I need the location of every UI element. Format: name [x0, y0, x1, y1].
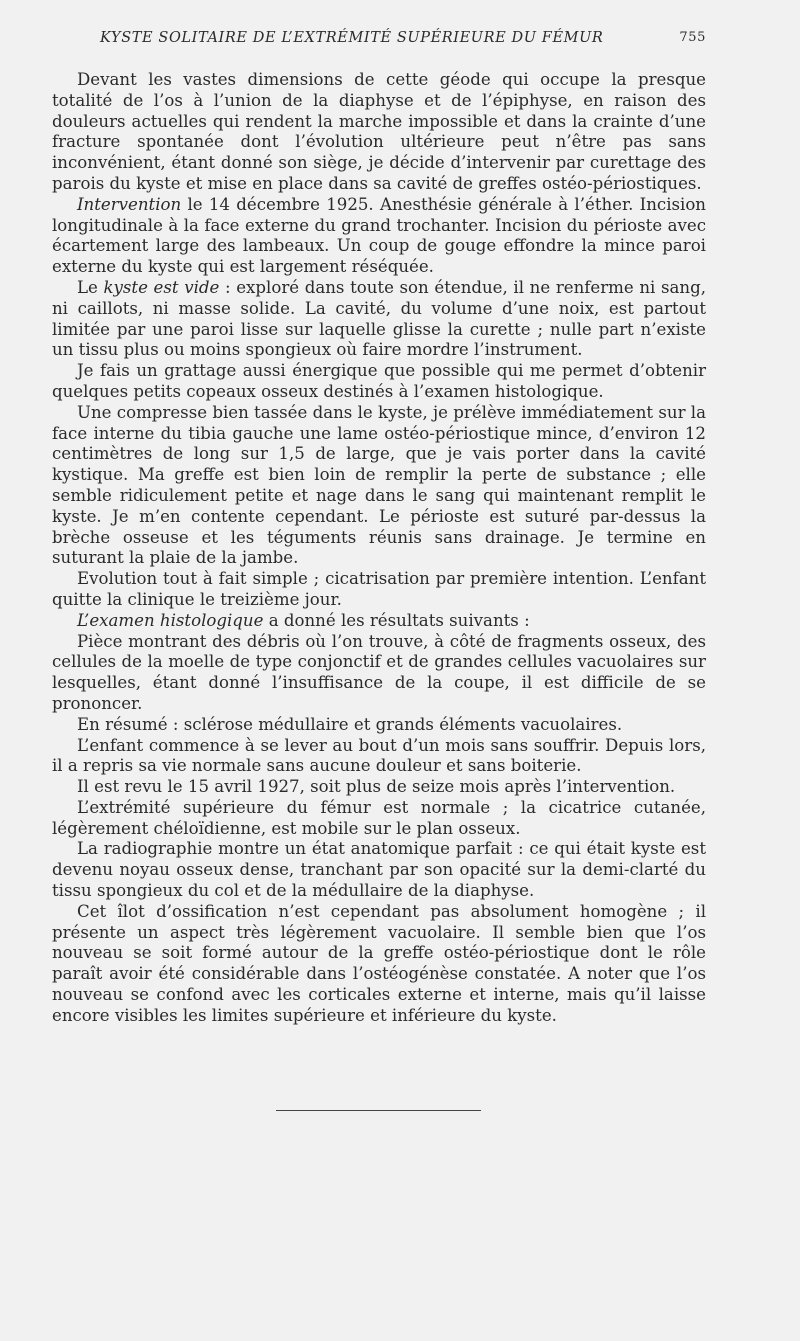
paragraph: En résumé : sclérose médullaire et grands éléments vacuolaires.: [77, 714, 623, 734]
emphasis: kyste est vide: [103, 277, 220, 297]
running-head: [100, 30, 706, 46]
paragraph: Cet îlot d’ossification n’est cependant pas absolument homogène ; il présente un aspect très légèrement vacuolaire. Il semble bien que l’os nouveau se soit formé autour de la greffe ostéo-périostique dont le rôle paraît avoir été considérable dans l’ostéogénèse constatée. A noter que l’os nouveau se confond avec les corticales externe et interne, mais qu’il laisse encore visibles les limites supérieure et inférieure du kyste.: [52, 901, 706, 1025]
paragraph: Il est revu le 15 avril 1927, soit plus de seize mois après l’intervention.: [77, 777, 676, 797]
emphasis: L’examen histologique: [77, 610, 264, 630]
paragraph: Le kyste est vide : exploré dans toute son étendue, il ne renferme ni sang, ni caillots, ni masse solide. La cavité, du volume d’une noix, est partout limitée par une paroi lisse sur laquelle glisse la curette ; nulle part n’existe un tissu plus ou moins spongieux où faire mordre l’instrument.: [52, 277, 706, 360]
section-divider: [276, 1110, 481, 1111]
paragraph: Evolution tout à fait simple ; cicatrisation par première intention. L’enfant quitte la clinique le treizième jour.: [52, 569, 706, 609]
paragraph: Intervention le 14 décembre 1925. Anesthésie générale à l’éther. Incision longitudinale à la face externe du grand trochanter. Incision du périoste avec écartement large des lambeaux. Un coup de gouge effondre la mince paroi externe du kyste qui est largement réséquée.: [52, 194, 706, 277]
paragraph: L’examen histologique a donné les résultats suivants :: [77, 610, 530, 630]
paragraph: La radiographie montre un état anatomique parfait : ce qui était kyste est devenu noyau osseux dense, tranchant par son opacité sur la demi-clarté du tissu spongieux du col et de la médullaire de la diaphyse.: [52, 839, 706, 901]
paragraph: Pièce montrant des débris où l’on trouve, à côté de fragments osseux, des cellules de la moelle de type conjonctif et de grandes cellules vacuolaires sur lesquelles, étant donné l’insuffisance de la coupe, il est difficile de se prononcer.: [52, 631, 706, 713]
paragraph: Une compresse bien tassée dans le kyste, je prélève immédiatement sur la face interne du tibia gauche une lame ostéo-périostique mince, d’environ 12 centimètres de long sur 1,5 de large, que je vais porter dans la cavité kystique. Ma greffe est bien loin de remplir la perte de substance ; elle semble ridiculement petite et nage dans le sang qui maintenant remplit le kyste. Je m’en contente cependant. Le périoste est suturé par-dessus la brèche osseuse et les téguments réunis sans drainage. Je termine en suturant la plaie de la jambe.: [52, 402, 706, 568]
running-title: KYSTE SOLITAIRE DE L’EXTRÉMITÉ SUPÉRIEURE DU FÉMUR: [100, 30, 604, 46]
emphasis: Intervention: [77, 194, 182, 214]
page-number: 755: [679, 30, 706, 45]
paragraph: Devant les vastes dimensions de cette géode qui occupe la presque totalité de l’os à l’union de la diaphyse et de l’épiphyse, en raison des douleurs actuelles qui rendent la marche impossible et dans la crainte d’une fracture spontanée dont l’évolution ultérieure peut n’être pas sans inconvénient, étant donné son siège, je décide d’intervenir par curettage des parois du kyste et mise en place dans sa cavité de greffes ostéo-périostiques.: [52, 70, 706, 193]
body-text: [52, 70, 706, 1027]
paragraph: L’enfant commence à se lever au bout d’un mois sans souffrir. Depuis lors, il a repris sa vie normale sans aucune douleur et sans boiterie.: [52, 735, 706, 776]
paragraph: Je fais un grattage aussi énergique que possible qui me permet d’obtenir quelques petits copeaux osseux destinés à l’examen histologique.: [52, 361, 706, 401]
paragraph: L’extrémité supérieure du fémur est normale ; la cicatrice cutanée, légèrement chéloïdienne, est mobile sur le plan osseux.: [52, 797, 706, 838]
